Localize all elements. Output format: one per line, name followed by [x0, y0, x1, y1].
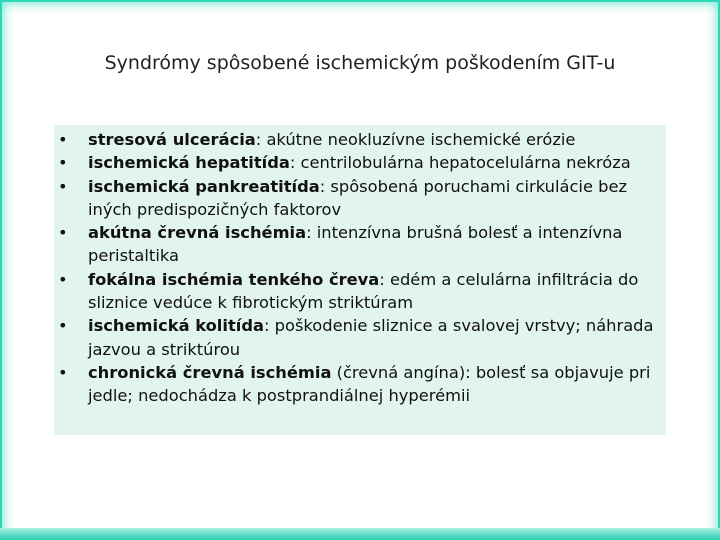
item-term: ischemická pankreatitída — [88, 176, 320, 196]
item-term: stresová ulcerácia — [88, 130, 256, 149]
item-term: ischemická hepatitída — [88, 153, 290, 173]
slide-title: Syndrómy spôsobené ischemickým poškodením GIT-u — [104, 52, 616, 74]
list-item — [54, 128, 656, 151]
item-description: (črevná angína): bolesť sa objavuje pri jedle; nedochádza k postprandiálnej hyperémii — [88, 362, 651, 406]
item-description: : intenzívna brušná bolesť a intenzívna peristaltika — [88, 223, 623, 266]
list-item — [54, 221, 656, 268]
bottom-accent-bar — [0, 528, 720, 540]
item-description: : akútne neokluzívne ischemické erózie — [255, 130, 576, 149]
content-panel — [54, 125, 666, 435]
item-description: : centrilobulárna hepatocelulárna nekróza — [289, 153, 631, 173]
bullet-icon: • — [58, 316, 68, 336]
list-item — [54, 151, 656, 174]
bullet-icon: • — [58, 130, 68, 149]
bullet-icon: • — [58, 269, 68, 289]
item-description: : poškodenie sliznice a svalovej vrstvy; náhrada jazvou a striktúrou — [88, 316, 654, 359]
item-term: chronická črevná ischémia — [88, 362, 332, 382]
item-term: akútna črevná ischémia — [88, 223, 307, 243]
bullet-icon: • — [58, 153, 68, 173]
list-item — [54, 361, 656, 408]
item-term: fokálna ischémia tenkého čreva — [88, 269, 380, 289]
bullet-icon: • — [58, 362, 68, 382]
item-term: ischemická kolitída — [88, 316, 264, 336]
bullet-list — [54, 125, 666, 408]
list-item — [54, 314, 656, 361]
item-description: : edém a celulárna infiltrácia do sliznice vedúce k fibrotickým striktúram — [88, 269, 639, 313]
bullet-icon: • — [58, 223, 68, 243]
bullet-icon: • — [58, 176, 68, 196]
list-item — [54, 268, 656, 315]
item-description: : spôsobená poruchami cirkulácie bez iných predispozičných faktorov — [88, 176, 628, 219]
list-item — [54, 175, 656, 222]
